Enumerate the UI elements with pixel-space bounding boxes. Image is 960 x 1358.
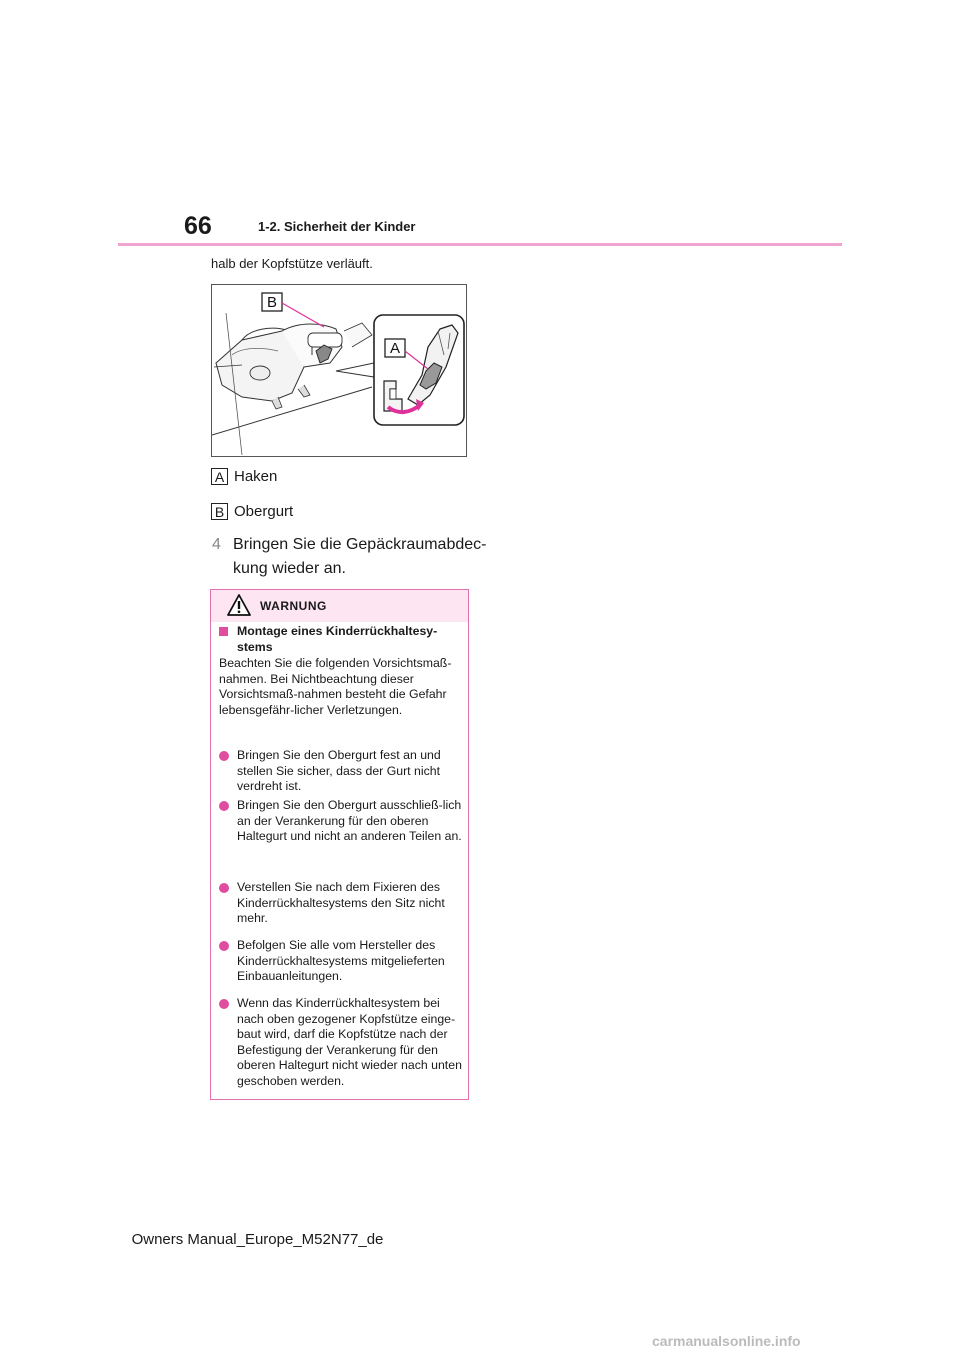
bullet-dot-icon: [219, 751, 229, 761]
square-bullet-icon: [219, 627, 228, 636]
figure-label-b: B: [266, 294, 278, 311]
warning-paragraph: Beachten Sie die folgenden Vorsichtsmaß-nahmen. Bei Nichtbeachtung dieser Vorsichtsmaß-nahmen besteht die Gefahr lebensgefähr-licher Verletzungen.: [219, 656, 452, 717]
warning-bullet-text: Bringen Sie den Obergurt fest an und stellen Sie sicher, dass der Gurt nicht verdreht ist.: [237, 748, 441, 793]
watermark: carmanualsonline.info: [652, 1333, 801, 1349]
bullet-dot-icon: [219, 801, 229, 811]
warning-bullet-text: Befolgen Sie alle vom Hersteller des Kinderrückhaltesystems mitgelieferten Einbauanleitungen.: [237, 938, 445, 983]
warning-heading-text: Montage eines Kinderrückhaltesy-stems: [237, 624, 438, 654]
page-number: 66: [184, 212, 212, 240]
figure-label-a: A: [389, 340, 401, 357]
warning-bullet-text: Wenn das Kinderrückhaltesystem bei nach oben gezogener Kopfstütze einge-baut wird, darf die Kopfstütze nach der Befestigung der Verankerung für den oberen Haltegurt nicht wieder nach unten geschoben werden.: [237, 996, 462, 1088]
warning-bullet-text: Bringen Sie den Obergurt ausschließ-lich an der Verankerung für den oberen Haltegurt und nicht an anderen Teilen an.: [237, 798, 462, 843]
legend-item-b: [211, 503, 293, 520]
legend-letter-a: A: [211, 468, 228, 485]
warning-bullet-text: Verstellen Sie nach dem Fixieren des Kinderrückhaltesystems den Sitz nicht mehr.: [237, 880, 445, 925]
legend-letter-b: B: [211, 503, 228, 520]
header-divider: [118, 243, 842, 246]
illustration-drawing: [212, 285, 466, 456]
bullet-dot-icon: [219, 941, 229, 951]
intro-text: halb der Kopfstütze verläuft.: [211, 256, 373, 271]
warning-triangle-icon: [227, 594, 251, 616]
warning-title: WARNUNG: [260, 599, 327, 613]
legend-text-a: Haken: [234, 468, 278, 485]
step-text: Bringen Sie die Gepäckraumabdec-kung wieder an.: [233, 536, 487, 577]
step-number: 4: [212, 536, 221, 553]
legend-text-b: Obergurt: [234, 503, 294, 520]
bullet-dot-icon: [219, 883, 229, 893]
bullet-dot-icon: [219, 999, 229, 1009]
warning-header: [211, 590, 468, 622]
legend-item-a: [211, 468, 277, 485]
footer-text: Owners Manual_Europe_M52N77_de: [131, 1231, 384, 1248]
illustration-child-seat-top-tether: [211, 284, 467, 457]
section-title: 1-2. Sicherheit der Kinder: [258, 219, 416, 234]
warning-box: [210, 589, 469, 1100]
